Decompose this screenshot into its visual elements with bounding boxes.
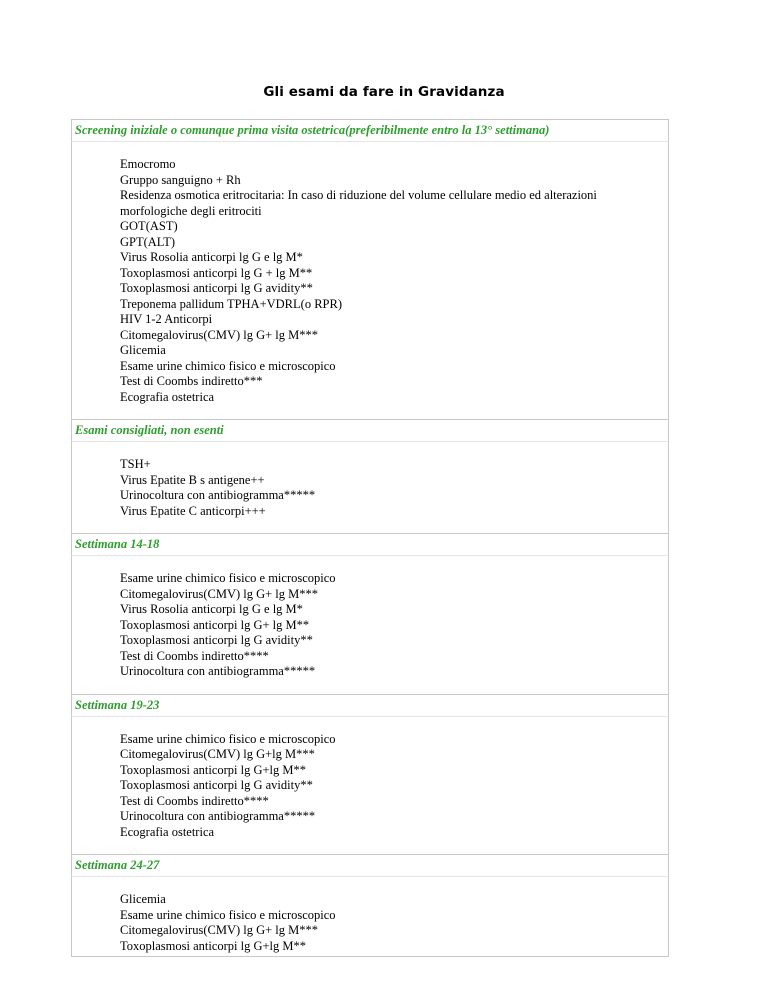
section-header: Esami consigliati, non esenti [71,419,669,442]
list-item: Citomegalovirus(CMV) lg G+ lg M*** [120,327,319,342]
list-item: Toxoplasmosi anticorpi lg G avidity** [120,281,313,295]
list-item: Test di Coombs indiretto**** [120,648,269,663]
list-item: Gruppo sanguigno + Rh [120,172,241,187]
list-item: TSH+ [120,457,151,471]
section-body [71,556,669,694]
list-item: Virus Rosolia anticorpi lg G e lg M* [120,602,303,616]
list-item: Esame urine chimico fisico e microscopico [120,907,336,922]
list-item: Virus Rosolia anticorpi lg G e lg M* [120,250,303,264]
list-item: GPT(ALT) [120,234,176,249]
list-item: Treponema pallidum TPHA+VDRL(o RPR) [120,296,342,311]
list-item: Toxoplasmosi anticorpi lg G+lg M** [120,762,307,777]
list-item: Citomegalovirus(CMV) lg G+ lg M*** [120,923,319,937]
list-item: Virus Epatite B s antigene++ [120,472,265,487]
list-item: Citomegalovirus(CMV) lg G+lg M*** [120,747,315,761]
list-item: Urinocoltura con antibiogramma***** [120,809,316,823]
list-item: morfologiche degli eritrociti [120,203,262,218]
section-header: Settimana 19-23 [71,694,669,717]
list-item: HIV 1-2 Anticorpi [120,312,213,326]
section-header: Screening iniziale o comunque prima visita ostetrica(preferibilmente entro la 13° settimana) [71,119,669,142]
section-body [71,442,669,533]
list-item: Toxoplasmosi anticorpi lg G avidity** [120,633,313,647]
section-week-14-18 [71,533,669,694]
list-item: Toxoplasmosi anticorpi lg G+lg M** [120,938,307,953]
section-header: Settimana 24-27 [71,854,669,877]
list-item: Glicemia [120,343,166,357]
section-body [71,717,669,855]
list-item: Esame urine chimico fisico e microscopico [120,731,336,746]
list-item: Virus Epatite C anticorpi+++ [120,503,266,518]
section-initial-screening [71,119,669,419]
list-item: Toxoplasmosi anticorpi lg G+ lg M** [120,617,310,632]
list-item: Toxoplasmosi anticorpi lg G + lg M** [120,265,313,280]
section-week-19-23 [71,694,669,855]
exam-sections [71,119,669,957]
section-header: Settimana 14-18 [71,533,669,556]
section-body [71,142,669,419]
list-item: Residenza osmotica eritrocitaria: In caso di riduzione del volume cellulare medio ed alterazioni [120,188,597,202]
list-item: Citomegalovirus(CMV) lg G+ lg M*** [120,586,319,601]
page-title: Gli esami da fare in Gravidanza [263,84,505,100]
list-item: Test di Coombs indiretto**** [120,793,269,808]
list-item: Glicemia [120,892,166,906]
list-item: Urinocoltura con antibiogramma***** [120,488,316,502]
list-item: Urinocoltura con antibiogramma***** [120,664,316,678]
list-item: Ecografia ostetrica [120,389,215,404]
list-item: Toxoplasmosi anticorpi lg G avidity** [120,778,313,792]
list-item: Test di Coombs indiretto*** [120,374,263,388]
list-item: Esame urine chimico fisico e microscopico [120,358,336,373]
section-recommended-exams [71,419,669,533]
list-item: Esame urine chimico fisico e microscopico [120,571,336,585]
section-week-24-27 [71,854,669,957]
list-item: GOT(AST) [120,219,178,233]
list-item: Emocromo [120,157,176,171]
section-body [71,877,669,957]
list-item: Ecografia ostetrica [120,824,215,839]
